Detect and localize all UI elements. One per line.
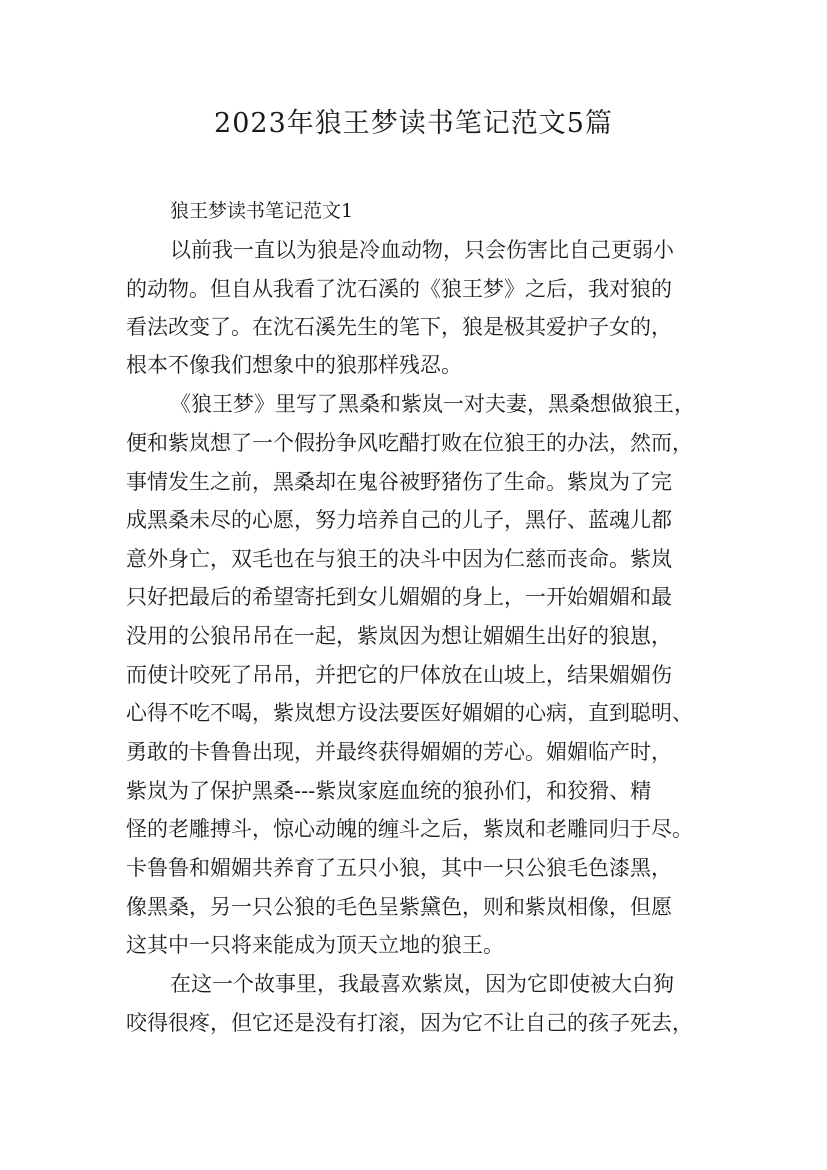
body-line: 的动物。但自从我看了沈石溪的《狼王梦》之后，我对狼的: [126, 277, 672, 301]
body-line: 成黑桑未尽的心愿，努力培养自己的儿子，黑仔、蓝魂儿都: [126, 508, 672, 532]
body-line: 事情发生之前，黑桑却在鬼谷被野猪伤了生命。紫岚为了完: [126, 470, 672, 494]
body-line: 心得不吃不喝，紫岚想方设法要医好媚媚的心病，直到聪明、: [126, 701, 693, 725]
body-line: 勇敢的卡鲁鲁出现，并最终获得媚媚的芳心。媚媚临产时，: [126, 740, 672, 764]
body-line: 便和紫岚想了一个假扮争风吃醋打败在位狼王的办法，然而，: [126, 431, 693, 455]
body-line: 意外身亡，双毛也在与狼王的决斗中因为仁慈而丧命。紫岚: [126, 547, 672, 571]
body-line: 卡鲁鲁和媚媚共养育了五只小狼，其中一只公狼毛色漆黑，: [126, 856, 672, 880]
body-line: 《狼王梦》里写了黑桑和紫岚一对夫妻，黑桑想做狼王，: [170, 392, 695, 416]
body-line: 只好把最后的希望寄托到女儿媚媚的身上，一开始媚媚和最: [126, 585, 672, 609]
body-line: 没用的公狼吊吊在一起，紫岚因为想让媚媚生出好的狼崽，: [126, 624, 672, 648]
body-line: 紫岚为了保护黑桑---紫岚家庭血统的狼孙们，和狡猾、精: [126, 779, 652, 803]
body-line: 怪的老雕搏斗，惊心动魄的缠斗之后，紫岚和老雕同归于尽。: [126, 817, 693, 841]
body-line: 这其中一只将来能成为顶天立地的狼王。: [126, 933, 504, 957]
body-line: 看法改变了。在沈石溪先生的笔下，狼是极其爱护子女的，: [126, 315, 672, 339]
document-title: 2023年狼王梦读书笔记范文5篇: [214, 108, 613, 139]
body-line: 根本不像我们想象中的狼那样残忍。: [126, 353, 462, 377]
body-line: 像黑桑，另一只公狼的毛色呈紫黛色，则和紫岚相像，但愿: [126, 895, 672, 919]
body-line: 在这一个故事里，我最喜欢紫岚，因为它即使被大白狗: [170, 972, 674, 996]
body-line: 而使计咬死了吊吊，并把它的尸体放在山坡上，结果媚媚伤: [126, 663, 672, 687]
body-line: 咬得很疼，但它还是没有打滚，因为它不让自己的孩子死去，: [126, 1011, 693, 1035]
section-heading: 狼王梦读书笔记范文1: [170, 200, 354, 222]
body-line: 以前我一直以为狼是冷血动物，只会伤害比自己更弱小: [170, 238, 674, 262]
